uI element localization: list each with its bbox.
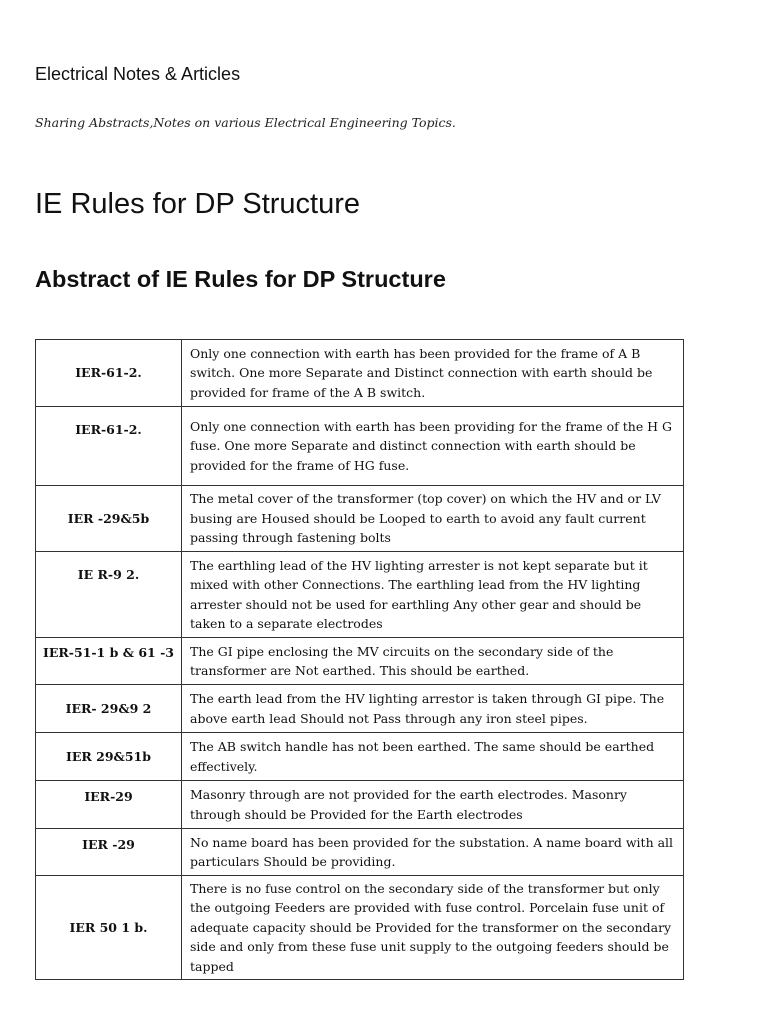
table-row (36, 829, 684, 876)
rule-id-cell: IER-61-2. (36, 340, 182, 407)
rule-id-cell: IER 29&51b (36, 733, 182, 781)
rule-id-cell: IER-29 (36, 781, 182, 829)
rule-description-cell: No name board has been provided for the substation. A name board with all particulars Should be providing. (182, 829, 684, 876)
table-row (36, 685, 684, 733)
rule-id-cell: IER- 29&9 2 (36, 685, 182, 733)
rule-id-cell: IER-51-1 b & 61 -3 (36, 638, 182, 685)
rule-description-cell: The earthling lead of the HV lighting arrester is not kept separate but it mixed with other Connections. The earthling lead from the HV lighting arrester should not be used for earthling Any other gear and should be taken to a separate electrodes (182, 552, 684, 638)
table-row (36, 407, 684, 486)
page-title: IE Rules for DP Structure (35, 188, 361, 220)
table-row (36, 781, 684, 829)
rule-id-cell: IER-61-2. (36, 407, 182, 486)
table-row (36, 638, 684, 685)
rule-description-cell: The GI pipe enclosing the MV circuits on the secondary side of the transformer are Not earthed. This should be earthed. (182, 638, 684, 685)
rule-description-cell: Masonry through are not provided for the earth electrodes. Masonry through should be Provided for the Earth electrodes (182, 781, 684, 829)
site-tagline: Sharing Abstracts,Notes on various Electrical Engineering Topics. (35, 115, 456, 130)
table-row (36, 340, 684, 407)
rule-description-cell: Only one connection with earth has been provided for the frame of A B switch. One more Separate and Distinct connection with earth should be provided for frame of the A B switch. (182, 340, 684, 407)
rule-id-cell: IER -29 (36, 829, 182, 876)
rule-description-cell: The AB switch handle has not been earthed. The same should be earthed effectively. (182, 733, 684, 781)
rule-id-cell: IE R-9 2. (36, 552, 182, 638)
rule-description-cell: There is no fuse control on the secondary side of the transformer but only the outgoing Feeders are provided with fuse control. Porcelain fuse unit of adequate capacity should be Provided for the transformer on the secondary side and only from these fuse unit supply to the outgoing feeders should be tapped (182, 876, 684, 980)
rule-id-cell: IER -29&5b (36, 486, 182, 552)
ie-rules-table (35, 339, 684, 980)
table-row (36, 552, 684, 638)
rule-description-cell: The earth lead from the HV lighting arrestor is taken through GI pipe. The above earth lead Should not Pass through any iron steel pipes. (182, 685, 684, 733)
rule-description-cell: The metal cover of the transformer (top cover) on which the HV and or LV busing are Housed should be Looped to earth to avoid any fault current passing through fastening bolts (182, 486, 684, 552)
table-row (36, 876, 684, 980)
site-title[interactable]: Electrical Notes & Articles (35, 64, 241, 84)
table-row (36, 486, 684, 552)
table-row (36, 733, 684, 781)
section-title: Abstract of IE Rules for DP Structure (35, 266, 446, 292)
rule-id-cell: IER 50 1 b. (36, 876, 182, 980)
rule-description-cell: Only one connection with earth has been providing for the frame of the H G fuse. One more Separate and distinct connection with earth should be provided for the frame of HG fuse. (182, 407, 684, 486)
